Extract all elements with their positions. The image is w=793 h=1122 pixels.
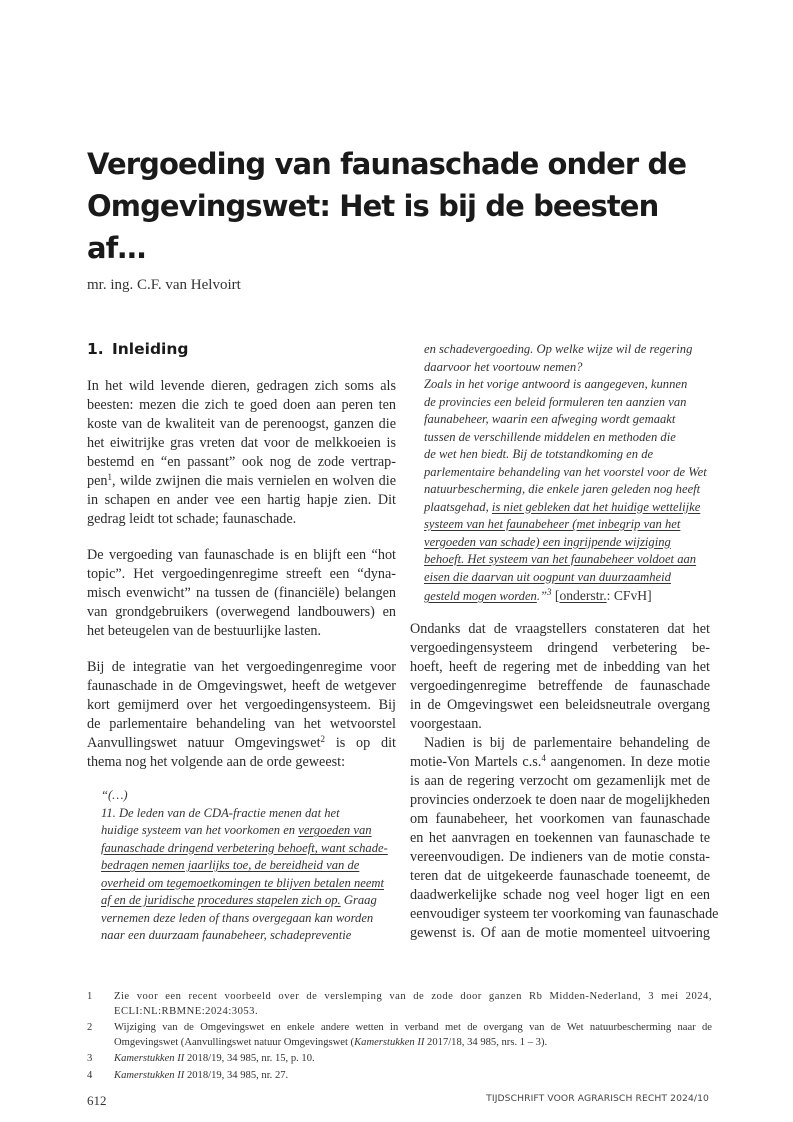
quote-line: 11. De leden van de CDA-fractie menen dat het	[101, 805, 340, 820]
text-fragment: , wilde zwijnen die mais vernielen en wolven die	[112, 473, 396, 489]
right-column	[410, 341, 719, 943]
quote-line	[424, 499, 710, 517]
paragraph	[410, 734, 719, 943]
paragraph	[410, 620, 710, 734]
quote-line: faunabeheer, waarin een afweging wordt gemaakt	[424, 412, 676, 426]
text-line: gedrag leidt tot schade; faunaschade.	[87, 511, 297, 527]
footnote-text	[114, 1021, 712, 1050]
footnote-text: Zie voor een recent voorbeeld over de verslemping van de zode door ganzen Rb Midden-Nederland, 3 mei 2024, ECLI:NL:RBMNE:2024:3053.	[114, 991, 712, 1017]
text-line: De vergoeding van faunaschade is en blijft een “hot	[87, 547, 396, 563]
underlined-text: onderstr.	[559, 588, 607, 603]
text-line: hoeft, heeft de regering met de inbedding van het	[410, 659, 710, 675]
text-line	[87, 734, 396, 753]
text-line: thema nog het volgende aan de orde geweest:	[87, 754, 346, 770]
footnote-number: 1	[87, 991, 93, 1002]
block-quote	[87, 787, 396, 945]
footnote-ref[interactable]: 3	[547, 587, 552, 597]
quote-line: en schadevergoeding. Op welke wijze wil de regering	[424, 342, 693, 356]
title-line: af…	[87, 231, 146, 265]
text-line: vereenvoudigen. De indieners van de motie consta-	[410, 849, 710, 865]
text-line: bestemd en “en passant” ook nog de zode vertrap-	[87, 454, 396, 470]
section-number: 1.	[87, 340, 104, 358]
text-fragment: motie-Von Martels c.s.	[410, 754, 542, 770]
text-fragment: .”	[536, 589, 548, 603]
text-fragment: plaatsgehad,	[424, 499, 492, 514]
text-line: kort gemijmerd over het vergoedingensysteem. Bij	[87, 697, 396, 713]
section-heading	[87, 339, 188, 359]
footnote-ref[interactable]: 4	[541, 753, 546, 763]
citation-italic: Kamerstukken II	[354, 1036, 425, 1048]
paragraph	[87, 658, 396, 772]
underlined-text: vergoeden van	[298, 823, 372, 837]
quote-line: overheid om tegemoetkomingen te blijven betalen neemt	[101, 875, 385, 890]
footnote-number: 4	[87, 1069, 93, 1081]
text-line: het eiwitrijke gras vreten dat voor de melkkoeien is	[87, 435, 396, 451]
quote-line: tussen de verschillende middelen en methoden die	[424, 429, 676, 444]
article-title	[87, 143, 727, 269]
quote-line: naar een duurzaam faunabeheer, schadepreventie	[101, 928, 352, 942]
text-fragment: : CFvH]	[606, 588, 652, 603]
text-line: teren dat de uitgekeerde faunaschade toeneemt, de	[410, 868, 710, 884]
quote-line: de provincies een beleid formuleren ten aanzien van	[424, 394, 687, 409]
footnote-number: 3	[87, 1053, 93, 1064]
paragraph	[87, 377, 396, 529]
paragraph	[87, 546, 396, 641]
citation-italic: Kamerstukken II	[114, 1053, 185, 1064]
text-line: daadwerkelijke schade nog veel hoger ligt en een	[410, 887, 710, 903]
footnote-item	[87, 1069, 712, 1084]
quote-line: faunaschade dringend verbetering behoeft, want schade-	[101, 840, 388, 855]
text-line: misch evenwicht” na tussen de (financiële) belangen	[87, 585, 396, 601]
text-line: beesten: mezen die zich te goed doen aan peren ten	[87, 397, 396, 413]
text-fragment: aangenomen. In deze motie	[545, 754, 710, 770]
text-line: topic”. Het vergoedingenregime streeft een “dyna-	[87, 566, 396, 582]
quote-line	[424, 586, 710, 605]
text-fragment: 2017/18, 34 985, nrs. 1 – 3).	[424, 1036, 548, 1048]
text-line: Bij de integratie van het vergoedingenregime voor	[87, 659, 396, 675]
footnote-number: 2	[87, 1022, 93, 1033]
text-fragment: 2018/19, 34 985, nr. 15, p. 10.	[184, 1053, 315, 1064]
footnote-item	[87, 1021, 712, 1050]
author-byline: mr. ing. C.F. van Helvoirt	[87, 277, 241, 293]
journal-name: TIJDSCHRIFT VOOR AGRARISCH RECHT 2024/10	[486, 1093, 709, 1104]
text-line: Nadien is bij de parlementaire behandeling de	[424, 735, 710, 751]
text-fragment: 2018/19, 34 985, nr. 27.	[184, 1069, 289, 1081]
text-line: in de Omgevingswet een beleidsneutrale overgang	[410, 697, 710, 713]
footnote-text	[114, 1052, 712, 1067]
quote-line: vergoeden van schade) een ingrijpende wijziging	[424, 534, 671, 549]
quote-line: “(…)	[101, 788, 128, 802]
text-fragment: Graag	[340, 893, 377, 907]
underlined-text: af en de juridische procedures stapelen zich op.	[101, 893, 341, 907]
quote-line: daarvoor het voortouw nemen?	[424, 359, 583, 374]
text-line: In het wild levende dieren, gedragen zich soms als	[87, 378, 396, 394]
text-line: faunaschade in de Omgevingswet, heeft de wetgever	[87, 678, 396, 694]
quote-line: Zoals in het vorige antwoord is aangegeven, kunnen	[424, 377, 688, 391]
footnote-ref[interactable]: 1	[107, 472, 112, 482]
text-fragment: [	[551, 588, 560, 603]
quote-line: de wet hen biedt. Bij de totstandkoming en de	[424, 447, 654, 461]
text-fragment: Wijziging van de Omgevingswet en enkele andere wetten in verband met de overgang van de Wet natuurbescherming naar de Omgevingswet (Aanvullingswet natuur Omgevingswet (	[114, 1022, 712, 1048]
text-line: eenvoudiger systeem ter voorkoming van faunaschade	[410, 906, 719, 922]
text-line: de parlementaire behandeling van het wetvoorstel	[87, 716, 396, 732]
footnote-text	[114, 1069, 712, 1084]
text-line: van grondgebruikers (overwegend landbouwers) en	[87, 604, 396, 620]
quote-line: parlementaire behandeling van het voorstel voor de Wet	[424, 464, 707, 479]
section-title: Inleiding	[112, 340, 189, 358]
block-quote	[410, 341, 710, 605]
quote-line: vernemen deze leden of thans overgegaan kan worden	[101, 910, 374, 925]
quote-line	[101, 892, 377, 910]
quote-line: systeem van het faunabeheer (met inbegrip van het	[424, 517, 681, 531]
text-line: voorgestaan.	[410, 716, 482, 732]
text-fragment: pen	[87, 473, 108, 489]
left-column	[87, 377, 396, 945]
footnote-item	[87, 990, 712, 1019]
title-line: Vergoeding van faunaschade onder de	[87, 147, 687, 181]
underlined-text: is niet gebleken dat het huidige wettelijke	[491, 499, 701, 514]
quote-line: bedragen nemen jaarlijks toe, de bereidheid van de	[101, 858, 360, 872]
text-line: Ondanks dat de vraagstellers constateren dat het	[410, 621, 710, 637]
text-line	[87, 472, 396, 491]
text-line: vergoedingensysteem dringend verbetering be-	[410, 640, 710, 656]
quote-line: eisen die daarvan uit oogpunt van duurzaamheid	[424, 569, 671, 584]
text-line: provincies onderzoek te doen naar de mogelijkheden	[410, 792, 710, 808]
text-line: het beteugelen van de bestuurlijke lasten.	[87, 623, 322, 639]
quote-line	[101, 822, 372, 840]
footnote-ref[interactable]: 2	[320, 734, 326, 744]
text-line: koste van de kwaliteit van de perenoogst, ganzen die	[87, 416, 396, 432]
title-line: Omgevingswet: Het is bij de beesten	[87, 189, 659, 223]
text-line	[410, 753, 710, 772]
underlined-text: gesteld mogen worden	[424, 589, 537, 603]
text-fragment: Aanvullingswet natuur Omgevingswet	[87, 735, 321, 751]
text-line: in schapen en ander vee een hartig hapje zien. Dit	[87, 492, 396, 508]
text-line: om faunabeheer, het voorkomen van faunaschade	[410, 811, 710, 827]
footnote-item	[87, 1052, 712, 1067]
text-line: vergoedingenregime betreffende de faunaschade	[410, 678, 710, 694]
text-line: is aan de regering verzocht om gezamenlijk met de	[410, 773, 710, 789]
citation-italic: Kamerstukken II	[114, 1069, 185, 1081]
quote-line: behoeft. Het systeem van het faunabeheer voldoet aan	[424, 552, 697, 566]
text-fragment: huidige systeem van het voorkomen en	[101, 823, 299, 837]
text-line: en het aanvragen en toekennen van faunaschade te	[410, 830, 710, 846]
text-line: gewenst is. Of aan de motie momenteel uitvoering	[410, 925, 710, 941]
footnotes	[87, 990, 712, 1085]
text-fragment: is op dit	[325, 735, 396, 751]
page-number: 612	[87, 1093, 107, 1108]
quote-line: natuurbescherming, die enkele jaren geleden nog heeft	[424, 482, 701, 496]
